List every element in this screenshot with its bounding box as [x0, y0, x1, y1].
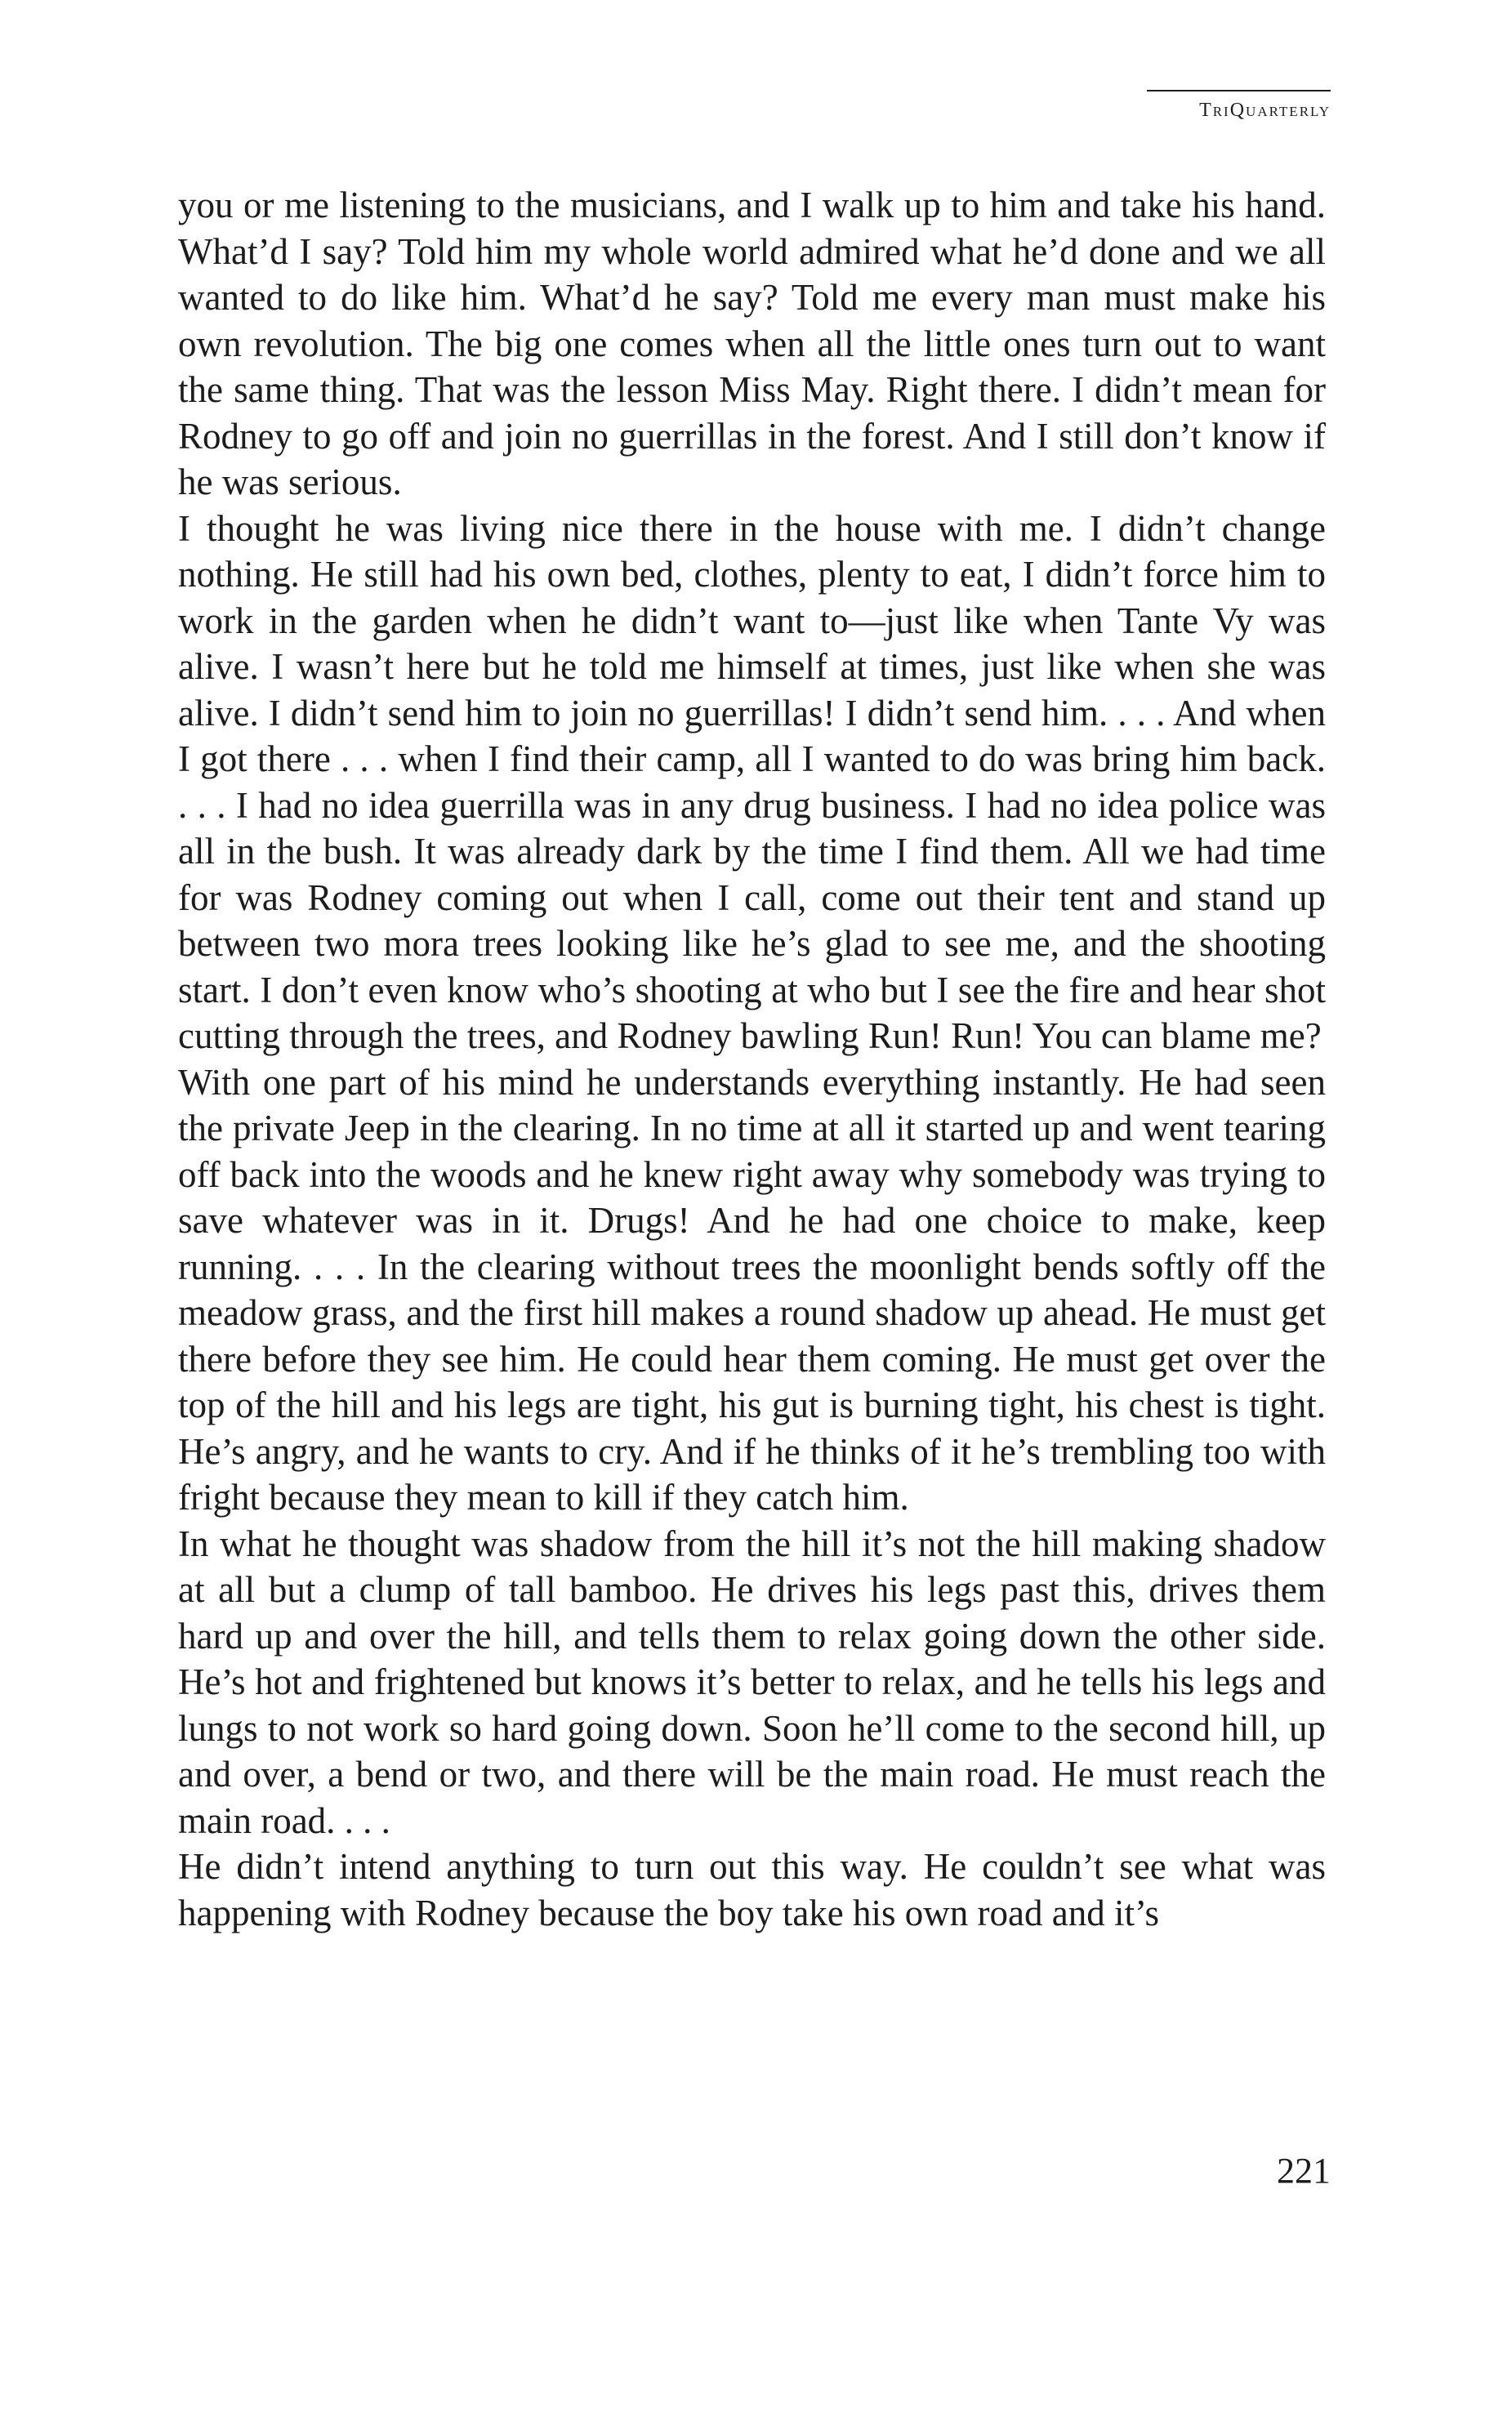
- paragraph-4: In what he thought was shadow from the hill it’s not the hill making shadow at all but a clump of tall bamboo. He drives his legs past this, drives them hard up and over the hill, and tells them to relax going down the other side. He’s hot and frightened but knows it’s better to relax, and he tells his legs and lungs to not work so hard going down. Soon he’ll come to the second hill, up and over, a bend or two, and there will be the main road. He must reach the main road. . . .: [178, 1523, 1326, 1841]
- running-head: [1147, 90, 1331, 122]
- running-title: TriQuarterly: [1199, 100, 1331, 121]
- paragraph-1: you or me listening to the musicians, and I walk up to him and take his hand. What’d I say? Told him my whole world admired what he’d done and we all wanted to do like him. What’d he say? Told me every man must make his own revolution. The big one comes when all the little ones turn out to want the same thing. That was the lesson Miss May. Right there. I didn’t mean for Rodney to go off and join no guerrillas in the forest. And I still don’t know if he was serious.: [178, 185, 1326, 502]
- header-rule: [1147, 90, 1331, 91]
- paragraph-3: With one part of his mind he understands everything instantly. He had seen the private Jeep in the clearing. In no time at all it started up and went tearing off back into the woods and he knew right away why somebody was trying to save whatever was in it. Drugs! And he had one choice to make, keep running. . . . In the clearing without trees the moonlight bends softly off the meadow grass, and the first hill makes a round shadow up ahead. He must get there before they see him. He could hear them coming. He must get over the top of the hill and his legs are tight, his gut is burning tight, his chest is tight. He’s angry, and he wants to cry. And if he thinks of it he’s trembling too with fright because they mean to kill if they catch him.: [178, 1061, 1326, 1518]
- page-number: 221: [1277, 2151, 1331, 2191]
- body-text: [178, 182, 1326, 1936]
- paragraph-5: He didn’t intend anything to turn out this way. He couldn’t see what was happening with Rodney because the boy take his own road and it’s: [178, 1846, 1326, 1933]
- paragraph-2: I thought he was living nice there in the house with me. I didn’t change nothing. He still had his own bed, clothes, plenty to eat, I didn’t force him to work in the garden when he didn’t want to—just like when Tante Vy was alive. I wasn’t here but he told me himself at times, just like when she was alive. I didn’t send him to join no guerrillas! I didn’t send him. . . . And when I got there . . . when I find their camp, all I wanted to do was bring him back. . . . I had no idea guerrilla was in any drug business. I had no idea police was all in the bush. It was already dark by the time I find them. All we had time for was Rodney coming out when I call, come out their tent and stand up between two mora trees looking like he’s glad to see me, and the shooting start. I don’t even know who’s shooting at who but I see the fire and hear shot cutting through the trees, and Rodney bawling Run! Run! You can blame me?: [178, 507, 1326, 1056]
